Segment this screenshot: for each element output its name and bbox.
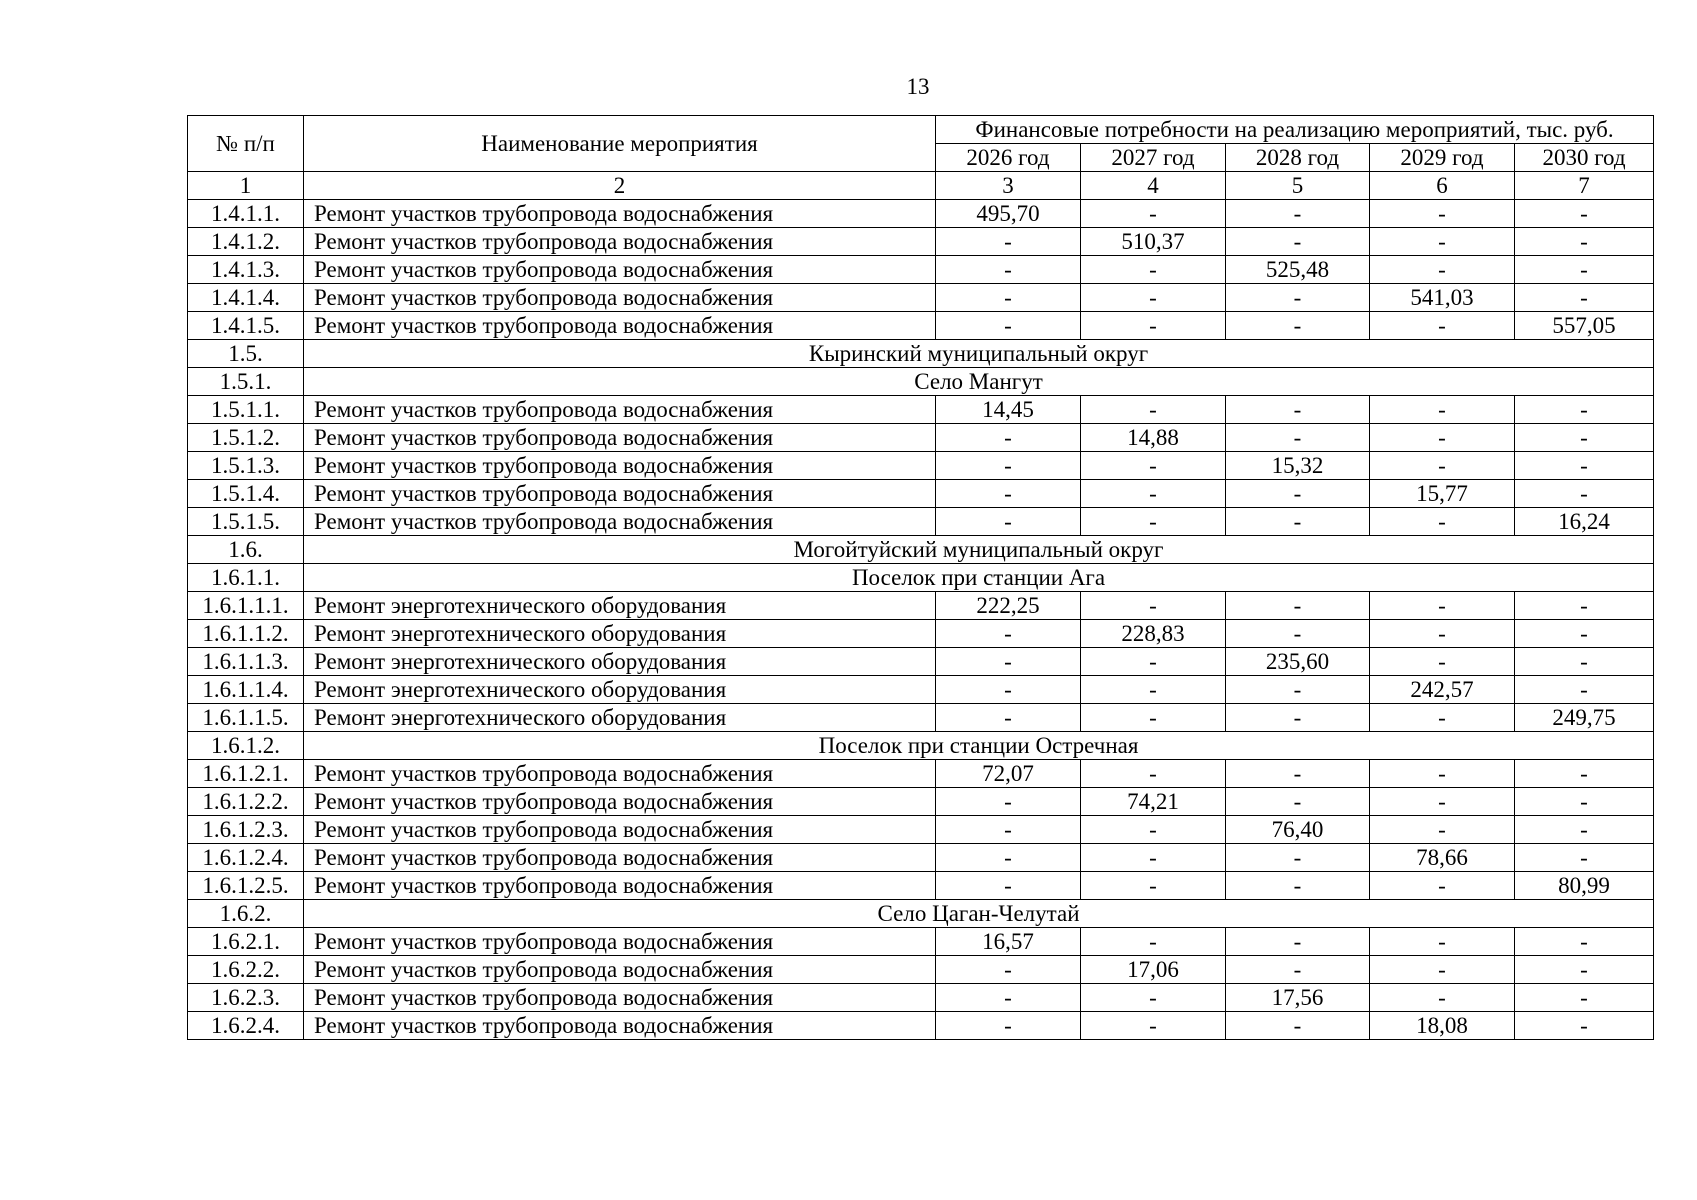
financial-table xyxy=(187,115,1654,1040)
row-number: 1.4.1.1. xyxy=(188,200,304,228)
table-row xyxy=(188,788,1654,816)
year-value: 495,70 xyxy=(936,200,1081,228)
year-value: - xyxy=(1370,200,1515,228)
header-finance: Финансовые потребности на реализацию мероприятий, тыс. руб. xyxy=(936,116,1654,144)
year-value: - xyxy=(1515,676,1654,704)
year-value: - xyxy=(1370,312,1515,340)
header-year: 2029 год xyxy=(1370,144,1515,172)
year-value: - xyxy=(936,816,1081,844)
section-title: Село Мангут xyxy=(304,368,1654,396)
event-name: Ремонт участков трубопровода водоснабжения xyxy=(304,508,936,536)
row-number: 1.6.1.1. xyxy=(188,564,304,592)
row-number: 1.6.1.2.5. xyxy=(188,872,304,900)
table-body xyxy=(188,116,1654,1040)
column-number: 6 xyxy=(1370,172,1515,200)
row-number: 1.6.1.2.2. xyxy=(188,788,304,816)
row-number: 1.5.1.3. xyxy=(188,452,304,480)
year-value: - xyxy=(1226,676,1370,704)
year-value: - xyxy=(1081,256,1226,284)
year-value: - xyxy=(1081,480,1226,508)
header-year: 2030 год xyxy=(1515,144,1654,172)
year-value: - xyxy=(1226,508,1370,536)
year-value: 14,88 xyxy=(1081,424,1226,452)
column-number: 1 xyxy=(188,172,304,200)
year-value: - xyxy=(1515,620,1654,648)
table-row xyxy=(188,648,1654,676)
year-value: - xyxy=(936,312,1081,340)
year-value: 249,75 xyxy=(1515,704,1654,732)
year-value: - xyxy=(1081,508,1226,536)
section-row xyxy=(188,900,1654,928)
year-value: - xyxy=(936,844,1081,872)
table-row xyxy=(188,704,1654,732)
event-name: Ремонт участков трубопровода водоснабжения xyxy=(304,1012,936,1040)
year-value: - xyxy=(1226,592,1370,620)
event-name: Ремонт энерготехнического оборудования xyxy=(304,620,936,648)
year-value: 16,24 xyxy=(1515,508,1654,536)
year-value: - xyxy=(1226,760,1370,788)
year-value: - xyxy=(1370,592,1515,620)
year-value: - xyxy=(1226,704,1370,732)
year-value: - xyxy=(1370,648,1515,676)
event-name: Ремонт энерготехнического оборудования xyxy=(304,592,936,620)
year-value: - xyxy=(936,788,1081,816)
page-number: 13 xyxy=(906,74,930,99)
row-number: 1.6.2.3. xyxy=(188,984,304,1012)
year-value: - xyxy=(1081,844,1226,872)
row-number: 1.4.1.5. xyxy=(188,312,304,340)
event-name: Ремонт участков трубопровода водоснабжения xyxy=(304,760,936,788)
year-value: - xyxy=(1081,1012,1226,1040)
table-row xyxy=(188,312,1654,340)
event-name: Ремонт участков трубопровода водоснабжения xyxy=(304,872,936,900)
year-value: - xyxy=(936,704,1081,732)
table-row xyxy=(188,396,1654,424)
year-value: - xyxy=(936,872,1081,900)
table-row xyxy=(188,228,1654,256)
table-row xyxy=(188,984,1654,1012)
column-number: 5 xyxy=(1226,172,1370,200)
event-name: Ремонт участков трубопровода водоснабжения xyxy=(304,256,936,284)
table-row xyxy=(188,1012,1654,1040)
row-number: 1.5.1.1. xyxy=(188,396,304,424)
year-value: - xyxy=(1515,480,1654,508)
event-name: Ремонт участков трубопровода водоснабжения xyxy=(304,396,936,424)
year-value: - xyxy=(1226,1012,1370,1040)
column-number: 4 xyxy=(1081,172,1226,200)
year-value: 222,25 xyxy=(936,592,1081,620)
year-value: 76,40 xyxy=(1226,816,1370,844)
event-name: Ремонт участков трубопровода водоснабжения xyxy=(304,816,936,844)
year-value: - xyxy=(1081,452,1226,480)
year-value: 557,05 xyxy=(1515,312,1654,340)
year-value: - xyxy=(936,508,1081,536)
year-value: 510,37 xyxy=(1081,228,1226,256)
year-value: - xyxy=(1370,704,1515,732)
section-title: Могойтуйский муниципальный округ xyxy=(304,536,1654,564)
year-value: - xyxy=(1226,312,1370,340)
row-number: 1.6.2.1. xyxy=(188,928,304,956)
year-value: 228,83 xyxy=(1081,620,1226,648)
year-value: - xyxy=(1081,200,1226,228)
event-name: Ремонт энерготехнического оборудования xyxy=(304,704,936,732)
row-number: 1.6. xyxy=(188,536,304,564)
year-value: - xyxy=(936,1012,1081,1040)
event-name: Ремонт участков трубопровода водоснабжения xyxy=(304,956,936,984)
event-name: Ремонт энерготехнического оборудования xyxy=(304,648,936,676)
year-value: - xyxy=(1081,872,1226,900)
event-name: Ремонт участков трубопровода водоснабжения xyxy=(304,844,936,872)
event-name: Ремонт участков трубопровода водоснабжения xyxy=(304,312,936,340)
year-value: - xyxy=(1370,760,1515,788)
row-number: 1.6.2. xyxy=(188,900,304,928)
row-number: 1.5.1.4. xyxy=(188,480,304,508)
table-row xyxy=(188,872,1654,900)
year-value: - xyxy=(1081,284,1226,312)
row-number: 1.6.1.1.2. xyxy=(188,620,304,648)
row-number: 1.6.2.2. xyxy=(188,956,304,984)
section-row xyxy=(188,564,1654,592)
year-value: - xyxy=(1370,788,1515,816)
year-value: 235,60 xyxy=(1226,648,1370,676)
section-row xyxy=(188,536,1654,564)
year-value: - xyxy=(1515,396,1654,424)
year-value: - xyxy=(1370,508,1515,536)
section-row xyxy=(188,340,1654,368)
year-value: - xyxy=(936,676,1081,704)
year-value: - xyxy=(936,648,1081,676)
section-row xyxy=(188,368,1654,396)
year-value: - xyxy=(1226,396,1370,424)
year-value: - xyxy=(1226,620,1370,648)
row-number: 1.6.1.1.5. xyxy=(188,704,304,732)
year-value: - xyxy=(1081,928,1226,956)
year-value: - xyxy=(1370,956,1515,984)
year-value: - xyxy=(1081,704,1226,732)
event-name: Ремонт участков трубопровода водоснабжения xyxy=(304,788,936,816)
column-number: 7 xyxy=(1515,172,1654,200)
year-value: - xyxy=(936,984,1081,1012)
year-value: - xyxy=(1081,984,1226,1012)
header-num: № п/п xyxy=(188,116,304,172)
year-value: 242,57 xyxy=(1370,676,1515,704)
year-value: - xyxy=(1226,200,1370,228)
event-name: Ремонт участков трубопровода водоснабжения xyxy=(304,228,936,256)
table-row xyxy=(188,480,1654,508)
row-number: 1.5. xyxy=(188,340,304,368)
year-value: - xyxy=(1081,760,1226,788)
row-number: 1.5.1. xyxy=(188,368,304,396)
year-value: - xyxy=(1081,676,1226,704)
year-value: 16,57 xyxy=(936,928,1081,956)
year-value: - xyxy=(1226,480,1370,508)
year-value: - xyxy=(1515,284,1654,312)
year-value: - xyxy=(1515,984,1654,1012)
row-number: 1.6.1.2.4. xyxy=(188,844,304,872)
year-value: 74,21 xyxy=(1081,788,1226,816)
row-number: 1.6.1.2. xyxy=(188,732,304,760)
header-name: Наименование мероприятия xyxy=(304,116,936,172)
row-number: 1.6.2.4. xyxy=(188,1012,304,1040)
header-year: 2026 год xyxy=(936,144,1081,172)
column-number: 2 xyxy=(304,172,936,200)
year-value: 525,48 xyxy=(1226,256,1370,284)
year-value: - xyxy=(1515,592,1654,620)
year-value: 17,56 xyxy=(1226,984,1370,1012)
table-row xyxy=(188,508,1654,536)
year-value: - xyxy=(1370,452,1515,480)
year-value: 17,06 xyxy=(1081,956,1226,984)
year-value: - xyxy=(1515,452,1654,480)
column-number: 3 xyxy=(936,172,1081,200)
year-value: - xyxy=(1515,648,1654,676)
year-value: - xyxy=(1515,816,1654,844)
year-value: - xyxy=(936,956,1081,984)
year-value: - xyxy=(936,452,1081,480)
event-name: Ремонт участков трубопровода водоснабжения xyxy=(304,284,936,312)
table-row xyxy=(188,676,1654,704)
header-year: 2027 год xyxy=(1081,144,1226,172)
table-row xyxy=(188,956,1654,984)
year-value: - xyxy=(1081,648,1226,676)
year-value: - xyxy=(936,228,1081,256)
year-value: - xyxy=(1226,928,1370,956)
table-row xyxy=(188,816,1654,844)
row-number: 1.5.1.5. xyxy=(188,508,304,536)
table-row xyxy=(188,284,1654,312)
year-value: - xyxy=(1515,788,1654,816)
year-value: - xyxy=(1226,424,1370,452)
year-value: - xyxy=(1081,816,1226,844)
row-number: 1.6.1.2.3. xyxy=(188,816,304,844)
year-value: - xyxy=(1081,592,1226,620)
year-value: - xyxy=(1515,424,1654,452)
header-year: 2028 год xyxy=(1226,144,1370,172)
event-name: Ремонт участков трубопровода водоснабжения xyxy=(304,424,936,452)
year-value: - xyxy=(936,284,1081,312)
year-value: - xyxy=(1515,844,1654,872)
table-row xyxy=(188,620,1654,648)
row-number: 1.6.1.2.1. xyxy=(188,760,304,788)
year-value: - xyxy=(1370,872,1515,900)
year-value: 18,08 xyxy=(1370,1012,1515,1040)
year-value: 78,66 xyxy=(1370,844,1515,872)
row-number: 1.5.1.2. xyxy=(188,424,304,452)
year-value: - xyxy=(1370,620,1515,648)
table-row xyxy=(188,424,1654,452)
year-value: - xyxy=(1515,200,1654,228)
table-row xyxy=(188,760,1654,788)
year-value: - xyxy=(1370,816,1515,844)
year-value: 14,45 xyxy=(936,396,1081,424)
row-number: 1.6.1.1.1. xyxy=(188,592,304,620)
year-value: - xyxy=(1515,1012,1654,1040)
year-value: - xyxy=(1515,256,1654,284)
year-value: 15,32 xyxy=(1226,452,1370,480)
table-row xyxy=(188,592,1654,620)
year-value: - xyxy=(1370,256,1515,284)
table-row xyxy=(188,200,1654,228)
header-row-1 xyxy=(188,116,1654,144)
row-number: 1.4.1.3. xyxy=(188,256,304,284)
year-value: 72,07 xyxy=(936,760,1081,788)
event-name: Ремонт энерготехнического оборудования xyxy=(304,676,936,704)
year-value: - xyxy=(1515,956,1654,984)
year-value: - xyxy=(1370,984,1515,1012)
row-number: 1.4.1.4. xyxy=(188,284,304,312)
row-number: 1.6.1.1.4. xyxy=(188,676,304,704)
year-value: - xyxy=(1081,396,1226,424)
year-value: - xyxy=(1515,228,1654,256)
year-value: - xyxy=(936,620,1081,648)
year-value: - xyxy=(1226,872,1370,900)
year-value: 15,77 xyxy=(1370,480,1515,508)
year-value: - xyxy=(1226,284,1370,312)
year-value: - xyxy=(1226,844,1370,872)
year-value: - xyxy=(936,256,1081,284)
year-value: - xyxy=(1226,956,1370,984)
row-number: 1.6.1.1.3. xyxy=(188,648,304,676)
row-number: 1.4.1.2. xyxy=(188,228,304,256)
year-value: - xyxy=(1370,396,1515,424)
event-name: Ремонт участков трубопровода водоснабжения xyxy=(304,452,936,480)
table-row xyxy=(188,928,1654,956)
table-row xyxy=(188,844,1654,872)
year-value: - xyxy=(1226,788,1370,816)
year-value: - xyxy=(1370,424,1515,452)
year-value: - xyxy=(1226,228,1370,256)
year-value: - xyxy=(1370,228,1515,256)
table-row xyxy=(188,452,1654,480)
year-value: - xyxy=(1515,928,1654,956)
section-title: Поселок при станции Ага xyxy=(304,564,1654,592)
event-name: Ремонт участков трубопровода водоснабжения xyxy=(304,200,936,228)
table-row xyxy=(188,256,1654,284)
event-name: Ремонт участков трубопровода водоснабжения xyxy=(304,928,936,956)
section-title: Село Цаган-Челутай xyxy=(304,900,1654,928)
event-name: Ремонт участков трубопровода водоснабжения xyxy=(304,984,936,1012)
year-value: - xyxy=(1515,760,1654,788)
year-value: 541,03 xyxy=(1370,284,1515,312)
year-value: - xyxy=(1081,312,1226,340)
year-value: 80,99 xyxy=(1515,872,1654,900)
year-value: - xyxy=(1370,928,1515,956)
section-row xyxy=(188,732,1654,760)
column-number-row xyxy=(188,172,1654,200)
event-name: Ремонт участков трубопровода водоснабжения xyxy=(304,480,936,508)
year-value: - xyxy=(936,480,1081,508)
section-title: Кыринский муниципальный округ xyxy=(304,340,1654,368)
section-title: Поселок при станции Остречная xyxy=(304,732,1654,760)
year-value: - xyxy=(936,424,1081,452)
